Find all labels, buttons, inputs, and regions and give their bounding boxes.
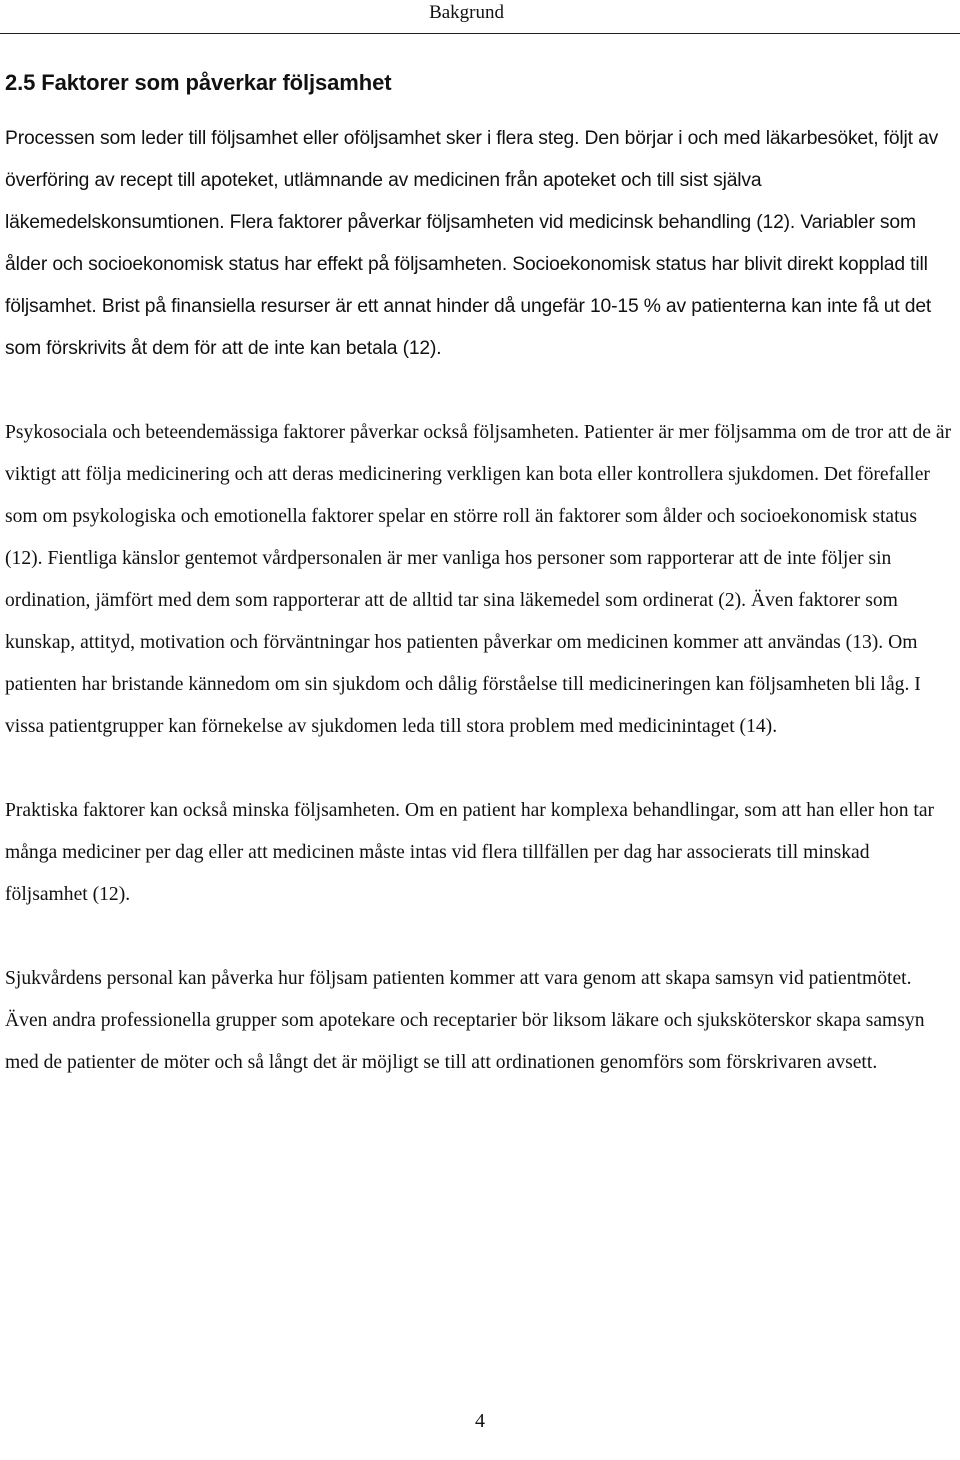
page-number: 4	[475, 1410, 485, 1432]
paragraph-practical: Praktiska faktorer kan också minska följsamheten. Om en patient har komplexa behandlingar, som att han eller hon tar många mediciner per dag eller att medicinen måste intas vid flera tillfällen per dag har associerats till minskad följsamhet (12).	[5, 800, 935, 905]
section-heading: 2.5 Faktorer som påverkar följsamhet	[5, 70, 392, 95]
paragraph-healthcare-staff: Sjukvårdens personal kan påverka hur följsam patienten kommer att vara genom att skapa samsyn vid patientmötet. Även andra professionella grupper som apotekare och receptarier bör liksom läkare och sjuksköterskor skapa samsyn med de patienter de möter och så långt det är möjligt se till att ordinationen genomförs som förskrivaren avsett.	[5, 968, 925, 1073]
paragraph-psychosocial: Psykosociala och beteendemässiga faktorer påverkar också följsamheten. Patienter är mer följsamma om de tror att de är viktigt att följa medicinering och att deras medicinering verkligen kan bota eller kontrollera sjukdomen. Det förefaller som om psykologiska och emotionella faktorer spelar en större roll än faktorer som ålder och socioekonomisk status (12). Fientliga känslor gentemot vårdpersonalen är mer vanliga hos personer som rapporterar att de inte följer sin ordination, jämfört med dem som rapporterar att de alltid tar sina läkemedel som ordinerat (2). Även faktorer som kunskap, attityd, motivation och förväntningar hos patienten påverkar om medicinen kommer att användas (13). Om patienten har bristande kännedom om sin sjukdom och dålig förståelse till medicineringen kan följsamheten bli låg. I vissa patientgrupper kan förnekelse av sjukdomen leda till stora problem med medicinintaget (14).	[5, 422, 952, 737]
running-header	[0, 0, 960, 34]
paragraph-process: Processen som leder till följsamhet eller oföljsamhet sker i flera steg. Den börjar i och med läkarbesöket, följt av överföring av recept till apoteket, utlämnande av medicinen från apoteket och till sist själva läkemedelskonsumtionen. Flera faktorer påverkar följsamheten vid medicinsk behandling (12). Variabler som ålder och socioekonomisk status har effekt på följsamheten. Socioekonomisk status har blivit direkt kopplad till följsamhet. Brist på finansiella resurser är ett annat hinder då ungefär 10-15 % av patienterna kan inte få ut det som förskrivits åt dem för att de inte kan betala (12).	[5, 128, 939, 359]
section-body	[5, 118, 955, 1126]
running-header-title: Bakgrund	[429, 2, 504, 23]
